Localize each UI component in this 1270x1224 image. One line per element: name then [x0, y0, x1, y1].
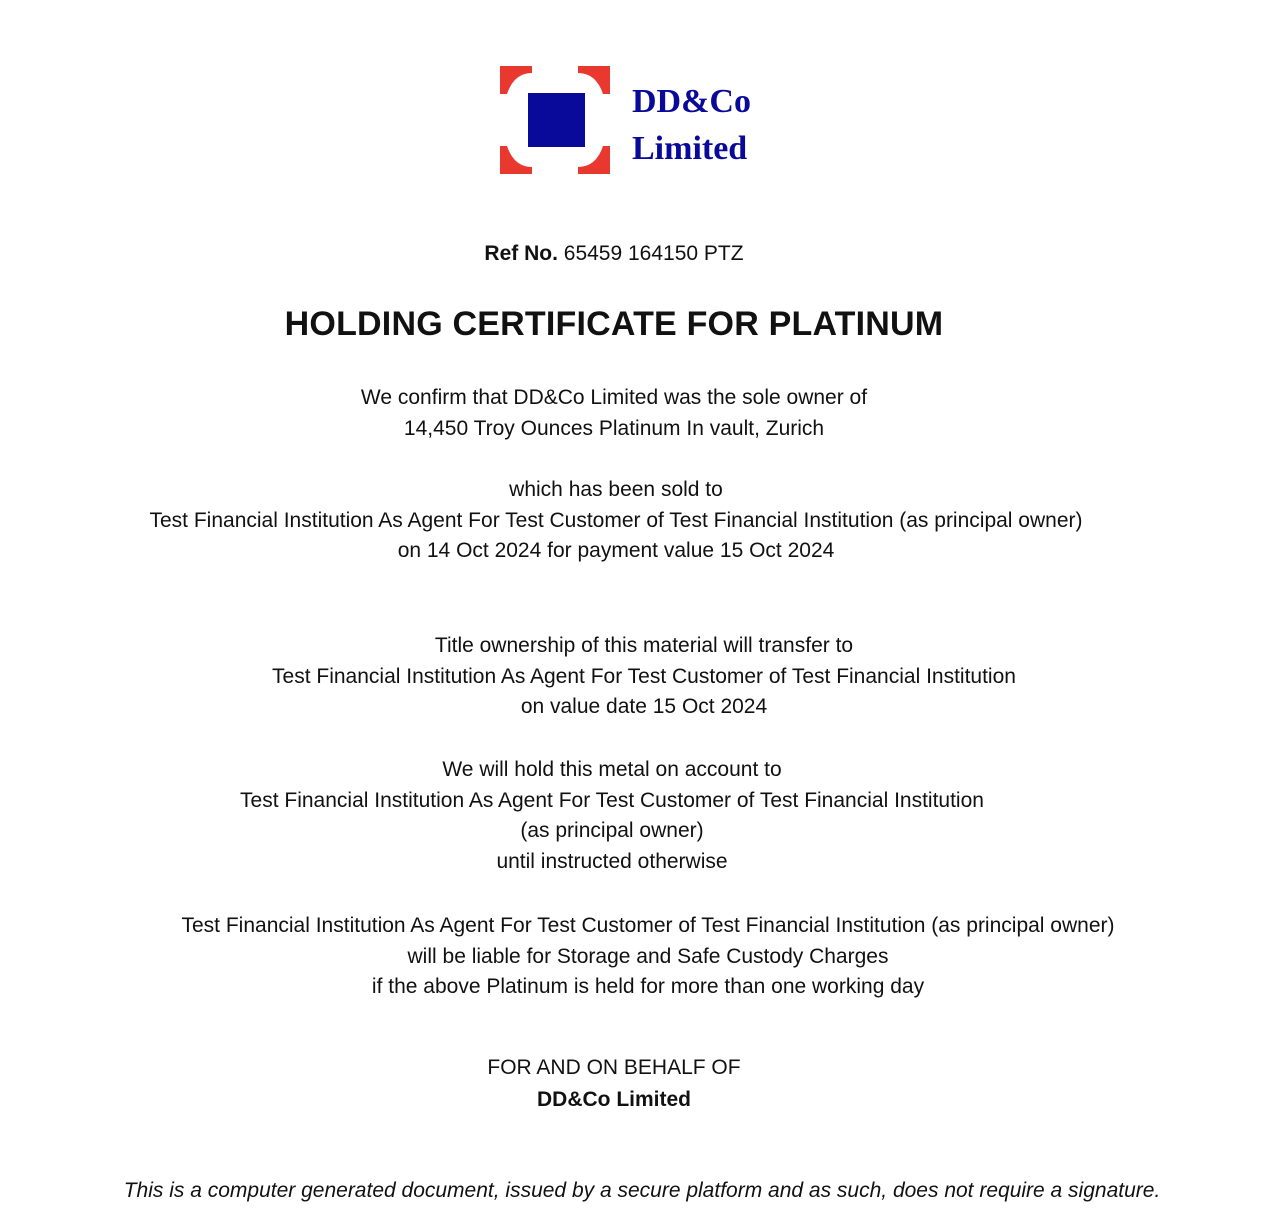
ref-label: Ref No. — [484, 242, 558, 265]
signoff-company: DD&Co Limited — [537, 1088, 691, 1111]
logo-line-2: Limited — [632, 130, 748, 167]
transfer-line-3: on value date 15 Oct 2024 — [520, 695, 768, 718]
sale-line-1: which has been sold to — [509, 478, 723, 501]
confirm-line-2: 14,450 Troy Ounces Platinum In vault, Zurich — [403, 416, 825, 440]
signoff-line-1: FOR AND ON BEHALF OF — [487, 1056, 741, 1079]
transfer-line-1: Title ownership of this material will transfer to — [434, 634, 854, 657]
confirm-line-1: We confirm that DD&Co Limited was the sole owner of — [360, 386, 868, 409]
signoff-block — [312, 1052, 916, 1116]
logo-wordmark — [632, 78, 751, 172]
footer-disclaimer: This is a computer generated document, issued by a secure platform and as such, does not require a signature. — [123, 1179, 1161, 1202]
logo-mark-icon — [498, 64, 614, 176]
hold-line-1: We will hold this metal on account to — [442, 758, 782, 781]
hold-line-3: until instructed otherwise — [496, 849, 728, 873]
hold-line-2: Test Financial Institution As Agent For Test Customer of Test Financial Institution (as principal owner) — [240, 788, 984, 842]
company-logo — [498, 64, 788, 176]
transfer-line-2: Test Financial Institution As Agent For Test Customer of Test Financial Institution — [272, 664, 1016, 688]
liability-line-3: if the above Platinum is held for more than one working day — [371, 975, 925, 998]
hold-block — [228, 755, 996, 877]
liability-line-2: will be liable for Storage and Safe Custody Charges — [407, 944, 889, 968]
liability-line-1: Test Financial Institution As Agent For Test Customer of Test Financial Institution (as principal owner) — [181, 914, 1115, 937]
logo-line-1: DD&Co — [632, 83, 751, 120]
page-title: HOLDING CERTIFICATE FOR PLATINUM — [284, 305, 944, 343]
confirm-block — [312, 383, 916, 444]
sale-line-3: on 14 Oct 2024 for payment value 15 Oct 2024 — [397, 539, 835, 562]
reference-number — [0, 242, 1228, 266]
sale-line-2: Test Financial Institution As Agent For Test Customer of Test Financial Institution (as principal owner) — [149, 508, 1083, 532]
title-transfer-block — [196, 631, 1092, 723]
ref-value: 65459 164150 PTZ — [563, 242, 744, 265]
liability-block — [86, 911, 1210, 1003]
sale-block — [106, 475, 1126, 567]
